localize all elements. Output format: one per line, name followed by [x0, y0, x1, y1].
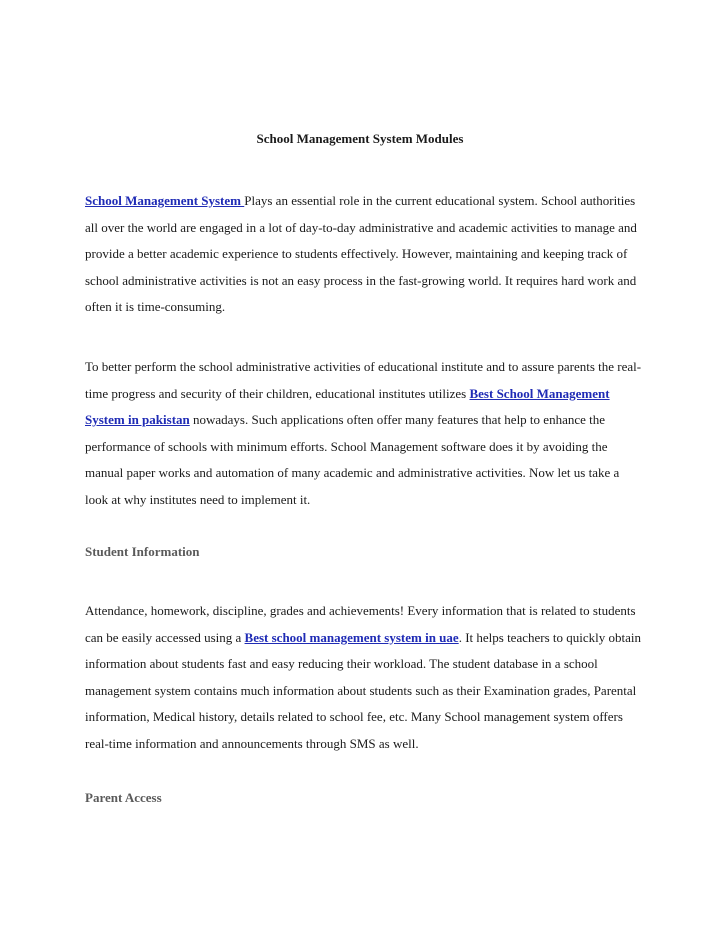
heading-student-information: Student Information	[85, 544, 200, 559]
paragraph-student-information	[85, 598, 645, 757]
paragraph-intro-text: Plays an essential role in the current educational system. School authorities all over the world are engaged in a lot of day-to-day administrative and academic activities to manage and provide a better academic experience to students effectively. However, maintaining and keeping track of school administrative activities is not an easy process in the fast-growing world. It requires hard work and often it is time-consuming.	[85, 193, 637, 314]
page-title: School Management System Modules	[256, 131, 464, 146]
best-school-management-pakistan-link[interactable]: Best School Management System in pakistan	[85, 385, 610, 427]
school-management-system-link[interactable]: School Management System	[85, 193, 245, 208]
paragraph-benefits	[85, 354, 645, 513]
paragraph-benefits-text-after: nowadays. Such applications often offer many features that help to enhance the performance of schools with minimum efforts. School Management software does it by avoiding the manual paper works and automation of many academic and administrative activities. Now let us take a look at why institutes need to implement it.	[85, 412, 620, 507]
paragraph-student-text-after: . It helps teachers to quickly obtain information about students fast and easy reducing their workload. The student database in a school management system contains much information about students such as their Examination grades, Parental information, Medical history, details related to school fee, etc. Many School management system offers real-time information and announcements through SMS as well.	[85, 629, 641, 751]
heading-parent-access: Parent Access	[85, 790, 162, 805]
paragraph-intro	[85, 188, 645, 321]
paragraph-benefits-text-before: To better perform the school administrative activities of educational institute and to assure parents the real-time progress and security of their children, educational institutes utilizes	[85, 359, 642, 401]
best-school-management-uae-link[interactable]: Best school management system in uae	[244, 629, 459, 645]
paragraph-student-text-before: Attendance, homework, discipline, grades and achievements! Every information that is related to students can be easily accessed using a	[85, 603, 636, 645]
